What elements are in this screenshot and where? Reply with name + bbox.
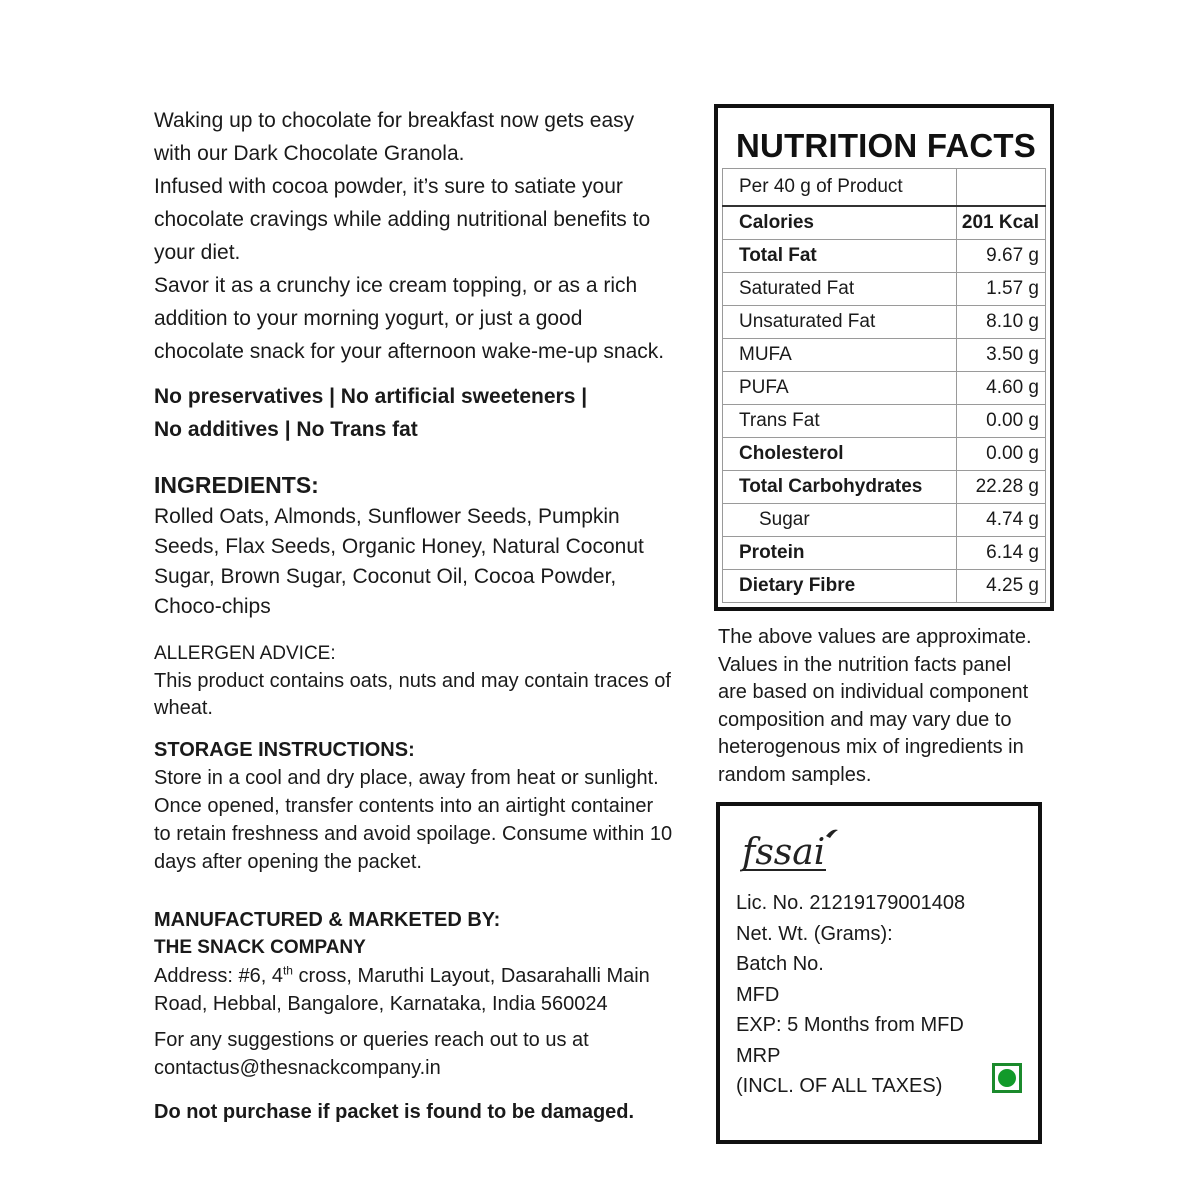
nutrition-row (723, 504, 1046, 537)
company-name: THE SNACK COMPANY (154, 937, 366, 958)
nutrient-value: 3.50 g (957, 339, 1046, 372)
serving-blank (957, 169, 1046, 207)
nutrient-label: Calories (723, 206, 957, 240)
ingredients-heading: INGREDIENTS: (154, 472, 319, 498)
nutrient-value: 22.28 g (957, 471, 1046, 504)
description-line: Savor it as a crunchy ice cream topping, or as a rich (154, 274, 638, 297)
nutrient-value: 4.74 g (957, 504, 1046, 537)
ingredients-line: Choco-chips (154, 595, 271, 618)
nutrient-label: Total Fat (723, 240, 957, 273)
net-weight: Net. Wt. (Grams): (736, 922, 893, 945)
nutrient-value: 6.14 g (957, 537, 1046, 570)
address-prefix: Address: #6, 4 (154, 965, 283, 987)
ingredients-line: Sugar, Brown Sugar, Coconut Oil, Cocoa Powder, (154, 565, 617, 588)
storage-line: Once opened, transfer contents into an airtight container (154, 795, 654, 817)
nutrition-table (722, 168, 1046, 603)
tax-note: (INCL. OF ALL TAXES) (736, 1075, 943, 1097)
contact-line: For any suggestions or queries reach out to us at (154, 1029, 589, 1051)
description-line: your diet. (154, 241, 241, 264)
storage-line: to retain freshness and avoid spoilage. Consume within 10 (154, 823, 673, 845)
disclaimer-line: random samples. (718, 763, 872, 786)
product-description (154, 104, 714, 368)
claims-line: No preservatives | No artificial sweeteners | (154, 385, 588, 408)
nutrition-title: NUTRITION FACTS (736, 127, 1036, 164)
expiry: EXP: 5 Months from MFD (736, 1014, 964, 1036)
manufacturer-heading: MANUFACTURED & MARKETED BY: (154, 909, 501, 931)
disclaimer-line: composition and may vary due to (718, 708, 1012, 731)
nutrition-row (723, 537, 1046, 570)
nutrient-value: 9.67 g (957, 240, 1046, 273)
description-line: chocolate cravings while adding nutritional benefits to (154, 208, 651, 231)
disclaimer-line: heterogenous mix of ingredients in (718, 736, 1024, 758)
product-claims (154, 380, 714, 446)
address-line: Road, Hebbal, Bangalore, Karnataka, India 560024 (154, 993, 608, 1015)
veg-dot (998, 1069, 1016, 1087)
nutrient-label: Cholesterol (723, 438, 957, 471)
nutrition-row (723, 306, 1046, 339)
veg-mark-icon (992, 1063, 1022, 1093)
nutrient-label: Saturated Fat (723, 273, 957, 306)
nutrient-value: 4.60 g (957, 372, 1046, 405)
serving-size: Per 40 g of Product (723, 169, 957, 207)
nutrient-value: 1.57 g (957, 273, 1046, 306)
description-line: addition to your morning yogurt, or just a good (154, 307, 583, 330)
storage-heading: STORAGE INSTRUCTIONS: (154, 739, 415, 761)
nutrient-value: 0.00 g (957, 438, 1046, 471)
ingredients-text (154, 502, 714, 622)
nutrient-value: 8.10 g (957, 306, 1046, 339)
mrp: MRP (736, 1044, 781, 1067)
contact-email: contactus@thesnackcompany.in (154, 1057, 441, 1079)
disclaimer-line: are based on individual component (718, 681, 1029, 703)
left-column (154, 104, 714, 1126)
batch-number: Batch No. (736, 953, 824, 975)
license-number: Lic. No. 21219179001408 (736, 892, 966, 914)
mfd-date: MFD (736, 983, 780, 1006)
allergen-line: wheat. (154, 697, 213, 719)
description-line: Infused with cocoa powder, it’s sure to satiate your (154, 175, 623, 198)
fssai-logo-icon (740, 824, 850, 880)
allergen-heading: ALLERGEN ADVICE: (154, 643, 336, 664)
nutrition-row (723, 570, 1046, 603)
nutrient-label: Dietary Fibre (723, 570, 957, 603)
ingredients-line: Rolled Oats, Almonds, Sunflower Seeds, Pumpkin (154, 505, 620, 528)
description-line: with our Dark Chocolate Granola. (154, 142, 465, 165)
nutrition-row (723, 339, 1046, 372)
storage-line: Store in a cool and dry place, away from heat or sunlight. (154, 767, 659, 789)
storage-line: days after opening the packet. (154, 851, 422, 873)
allergen-line: This product contains oats, nuts and may contain traces of (154, 670, 671, 692)
claims-line: No additives | No Trans fat (154, 418, 418, 441)
fssai-logo-text: fssai (742, 832, 826, 873)
nutrition-row (723, 372, 1046, 405)
disclaimer-line: The above values are approximate. (718, 626, 1032, 648)
nutrient-value: 4.25 g (957, 570, 1046, 603)
nutrient-label: PUFA (723, 372, 957, 405)
description-line: Waking up to chocolate for breakfast now gets easy (154, 109, 635, 132)
nutrient-label: Unsaturated Fat (723, 306, 957, 339)
nutrition-facts-panel (714, 104, 1054, 611)
nutrient-label: Protein (723, 537, 957, 570)
description-line: chocolate snack for your afternoon wake-me-up snack. (154, 340, 665, 363)
nutrition-row-serving (723, 169, 1046, 207)
nutrient-label: Total Carbohydrates (723, 471, 957, 504)
contact-info (154, 1026, 714, 1082)
address-superscript: th (282, 963, 293, 978)
fssai-details (736, 888, 965, 1102)
nutrition-row (723, 206, 1046, 240)
nutrient-label: MUFA (723, 339, 957, 372)
allergen-text (154, 668, 714, 722)
nutrient-value: 0.00 g (957, 405, 1046, 438)
ingredients-line: Seeds, Flax Seeds, Organic Honey, Natural Coconut (154, 535, 644, 558)
nutrition-disclaimer (718, 624, 1058, 789)
nutrient-value: 201 Kcal (957, 206, 1046, 240)
nutrition-row (723, 471, 1046, 504)
fssai-info-box (716, 802, 1042, 1144)
address-line (154, 962, 714, 990)
nutrition-row (723, 273, 1046, 306)
damage-warning: Do not purchase if packet is found to be damaged. (154, 1101, 635, 1123)
company-address (154, 962, 714, 1018)
storage-text (154, 764, 714, 876)
nutrient-label: Trans Fat (723, 405, 957, 438)
nutrition-row (723, 405, 1046, 438)
nutrition-row (723, 240, 1046, 273)
disclaimer-line: Values in the nutrition facts panel (718, 653, 1012, 676)
address-rest: cross, Maruthi Layout, Dasarahalli Main (292, 965, 650, 987)
nutrient-label: Sugar (723, 504, 957, 537)
nutrition-row (723, 438, 1046, 471)
